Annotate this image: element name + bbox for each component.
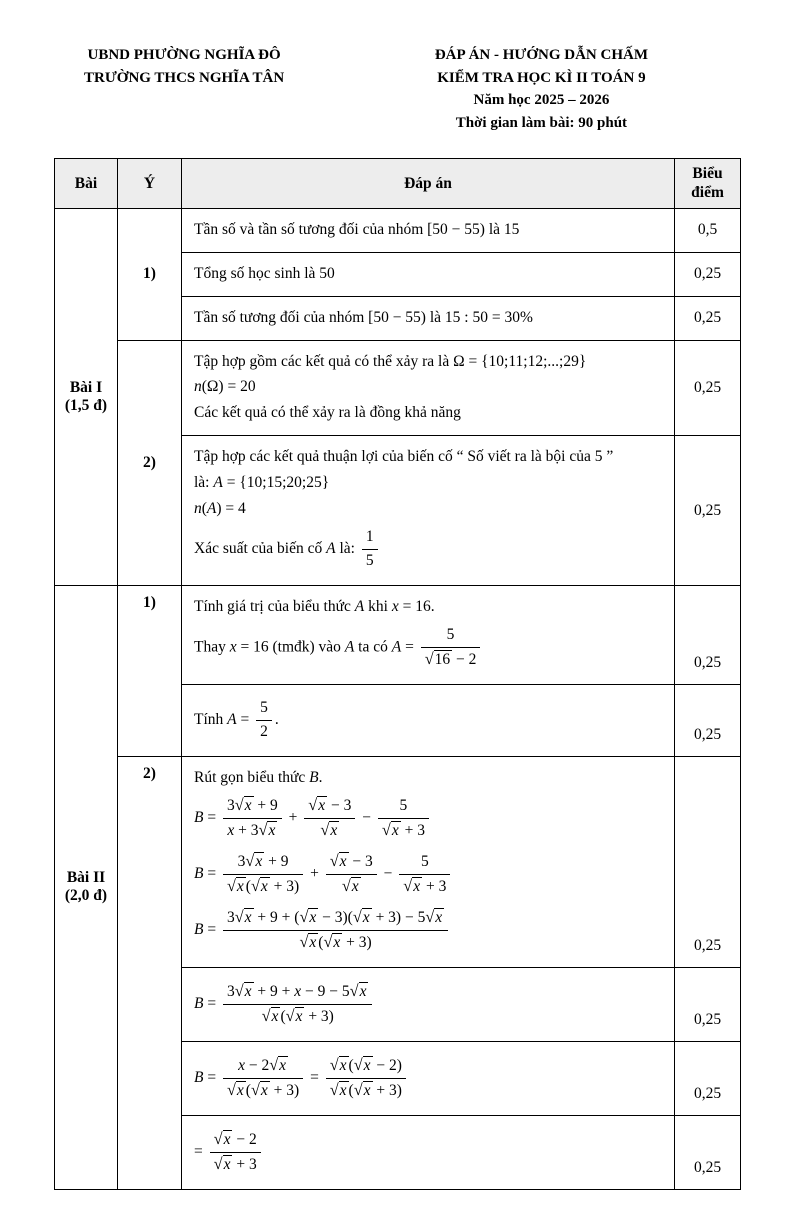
fraction-numerator: √x (√x − 2) [326,1055,406,1079]
radicand: x [223,1131,231,1149]
fraction-denominator: √x + 3 [403,876,447,895]
bai-cell [55,208,118,585]
bai-label: Bài II [66,869,106,887]
radicand: x [339,1082,347,1100]
radical-sign: √ [353,1081,363,1100]
radical-sign: √ [250,877,260,896]
radical-sign: √ [320,821,330,840]
table-row [55,340,741,436]
y-cell: 1) [118,208,182,340]
radicand: x [244,909,252,927]
radicand: x [295,1008,303,1026]
radical-sign: √ [234,796,244,815]
radicand: x [260,878,268,896]
column-header-y: Ý [118,159,182,209]
square-root [354,1057,373,1074]
square-root [227,878,246,895]
fraction [223,907,448,954]
answer-line: n(A) = 4 [194,500,246,518]
square-root [214,1131,233,1148]
y-cell: 1) [118,585,182,756]
answer-line: Tần số và tần số tương đối của nhóm [50 − 55) là 15 [194,220,520,238]
fraction-denominator: √16 − 2 [424,649,477,668]
answer-line: Tổng số học sinh là 50 [194,264,335,282]
square-root [259,822,278,839]
score-cell: 0,25 [675,1042,741,1116]
answer-cell [182,252,675,296]
square-root [323,934,342,951]
radicand: x [363,1057,371,1075]
square-root [262,1008,281,1025]
fraction-numerator: √x − 3 [304,795,355,819]
answer-line: là: A = {10;15;20;25} [194,474,330,492]
table-row [55,756,741,968]
square-root [330,1082,349,1099]
fraction [223,851,303,898]
radicand: x [333,934,341,952]
square-root [425,909,444,926]
square-root [235,983,254,1000]
fraction-denominator: √x (√x + 3) [261,1007,334,1026]
fraction-denominator: x + 3√x [227,821,276,840]
radicand: x [236,878,244,896]
radical-sign: √ [329,852,339,871]
answer-cell [182,208,675,252]
square-root [245,853,264,870]
radicand: x [330,822,338,840]
fraction-denominator: √x (√x + 3) [329,1081,402,1100]
square-root [403,878,422,895]
radical-sign: √ [245,852,255,871]
square-root [330,853,349,870]
fraction [399,852,450,898]
answer-line: Tập hợp gồm các kết quả có thể xảy ra là Ω = {10;11;12;...;29} [194,352,587,370]
bai-points: (1,5 đ) [64,396,108,414]
fraction-numerator: √x − 3 [326,851,377,875]
square-root [235,797,254,814]
radical-sign: √ [308,796,318,815]
answer-line: Tần số tương đối của nhóm [50 − 55) là 15 : 50 = 30% [194,308,533,326]
fraction-denominator: 5 [365,551,374,569]
exam-name: KIỂM TRA HỌC KÌ II TOÁN 9 [437,69,646,86]
fraction-numerator: x − 2√x [223,1055,303,1079]
square-root [342,878,361,895]
radical-sign: √ [213,1130,223,1149]
score-cell: 0,25 [675,436,741,586]
answer-line: n(Ω) = 20 [194,378,256,396]
answer-cell [182,684,675,756]
score-cell: 0,25 [675,684,741,756]
radicand: x [268,822,276,840]
score-cell: 0,25 [675,340,741,436]
score-cell: 0,25 [675,968,741,1042]
fraction-denominator: √x (√x + 3) [299,933,372,952]
square-root [330,1057,349,1074]
column-header-dap-an: Đáp án [182,159,675,209]
document-title: ĐÁP ÁN - HƯỚNG DẪN CHẤM [434,47,648,63]
fraction-numerator: 3√x + 9 [223,851,303,875]
fraction-numerator: 5 [256,698,272,721]
radical-sign: √ [352,908,362,927]
fraction [223,1055,303,1102]
answer-line: B = $\frac{3√x + 9}{x + 3√x}$ + $\frac{√x - 3}{√x}$ − $\frac{5}{√x + 3}$ [194,793,662,844]
radical-sign: √ [226,1081,236,1100]
fraction-numerator: 3√x + 9 + x − 9 − 5√x [223,981,373,1005]
fraction [304,795,355,842]
radical-sign: √ [213,1155,223,1174]
square-root [425,651,452,668]
authority-line-1: UBND PHƯỜNG NGHĨA ĐÔ [87,47,281,63]
radical-sign: √ [349,982,359,1001]
square-root [251,878,270,895]
answer-line: Các kết quả có thể xảy ra là đồng khả năng [194,404,461,422]
table-row [55,585,741,684]
fraction-numerator: 5 [421,625,481,648]
radical-sign: √ [269,1056,279,1075]
radicand: x [318,797,326,815]
radical-sign: √ [323,933,333,952]
authority-line-2: TRƯỜNG THCS NGHĨA TÂN [84,69,285,86]
square-root [353,909,372,926]
school-year: Năm học 2025 – 2026 [473,92,610,108]
fraction [362,527,378,572]
radical-sign: √ [226,877,236,896]
fraction-denominator [304,819,355,842]
issuing-authority-block [84,44,284,134]
fraction-numerator: √x − 2 [210,1129,261,1153]
score-cell: 0,25 [675,756,741,968]
radical-sign: √ [381,820,391,839]
answer-cell [182,340,675,436]
radicand: x [244,797,252,815]
radicand: x [339,853,347,871]
score-cell: 0,25 [675,252,741,296]
radical-sign: √ [353,1056,363,1075]
radicand: x [271,1008,279,1026]
fraction-numerator: 1 [362,527,378,550]
fraction [210,1129,261,1176]
score-cell: 0,25 [675,585,741,684]
radicand: x [339,1057,347,1075]
square-root [286,1008,305,1025]
square-root [227,1082,246,1099]
radical-sign: √ [234,982,244,1001]
y-cell: 2) [118,756,182,1190]
answer-cell [182,968,675,1042]
answer-line: = $\frac{√x - 2}{√x + 3}$ [194,1127,662,1178]
bai-label: Bài I [69,378,103,396]
answer-line: Rút gọn biểu thức B. [194,768,323,786]
fraction-denominator: √x (√x + 3) [226,1081,300,1100]
radicand: x [351,878,359,896]
radical-sign: √ [261,1007,271,1026]
answer-line: B = $\frac{x - 2√x}{√x (√x + 3)}$ = $\frac{√x (√x - 2)}{√x (√x + 3)}$ [194,1053,662,1104]
document-title-block [435,44,648,134]
fraction [326,1055,406,1102]
radicand: x [435,909,443,927]
radicand: x [255,853,263,871]
fraction-denominator [326,875,377,898]
answer-line: Tính A = $\frac{5}{2}$ . [194,696,662,745]
fraction [421,625,481,671]
table-row [55,159,741,209]
table-row [55,208,741,252]
radicand: x [413,877,421,895]
radicand: x [223,1156,231,1174]
radicand: x [391,821,399,839]
y-cell: 2) [118,340,182,585]
square-root [269,1057,288,1074]
radical-sign: √ [234,908,244,927]
answer-table [54,158,741,1190]
radical-sign: √ [299,908,309,927]
square-root [350,983,369,1000]
answer-cell [182,296,675,340]
fraction [223,981,373,1028]
answer-cell [182,1042,675,1116]
square-root [251,1082,270,1099]
square-root [214,1156,233,1173]
square-root [320,822,339,839]
square-root [235,909,254,926]
radical-sign: √ [403,876,413,895]
fraction-denominator: √x (√x + 3) [226,877,300,896]
fraction-denominator: √x + 3 [381,820,425,839]
radicand: x [260,1082,268,1100]
radical-sign: √ [329,1081,339,1100]
radical-sign: √ [424,649,434,668]
answer-cell [182,585,675,684]
answer-line: B = $\frac{3√x + 9}{√x (√x + 3)}$ + $\frac{√x - 3}{√x}$ − $\frac{5}{√x + 3}$ [194,849,662,900]
answer-line: B = $\frac{3√x + 9 + (√x - 3)(√x + 3) - 5√x}{√x (√x + 3)}$ [194,905,662,956]
answer-line: Thay x = 16 (tmđk) vào A ta có A = $\frac{5}{√16 - 2}$ [194,623,662,673]
fraction [256,698,272,743]
table-header-row [55,159,741,209]
column-header-bieu-diem: Biểu điểm [675,159,741,209]
document-header [54,44,740,134]
fraction [326,851,377,898]
square-root [308,797,327,814]
radicand: x [363,1082,371,1100]
answer-line: Tính giá trị của biểu thức A khi x = 16. [194,597,435,615]
radical-sign: √ [329,1056,339,1075]
score-cell: 0,5 [675,208,741,252]
score-cell: 0,25 [675,296,741,340]
fraction-denominator: 2 [260,722,268,740]
fraction [378,796,429,842]
radical-sign: √ [425,908,435,927]
answer-cell [182,756,675,968]
answer-line: Xác suất của biến cố A là: $\frac{1}{5}$ [194,525,662,574]
fraction-denominator: √x + 3 [213,1155,257,1174]
radicand: x [244,983,252,1001]
radicand: x [236,1082,244,1100]
fraction-numerator: 5 [399,852,450,875]
fraction-numerator: 3√x + 9 [223,795,282,819]
fraction-numerator: 3√x + 9 + (√x − 3)(√x + 3) − 5√x [223,907,448,931]
radical-sign: √ [299,933,309,952]
radical-sign: √ [341,877,351,896]
square-root [354,1082,373,1099]
bai-cell [55,585,118,1189]
exam-duration: Thời gian làm bài: 90 phút [455,114,628,131]
square-root [299,909,318,926]
radicand: 16 [434,650,451,668]
square-root [382,822,401,839]
bai-points: (2,0 đ) [64,887,108,905]
column-header-bai: Bài [55,159,118,209]
radicand: x [279,1057,287,1075]
answer-cell [182,436,675,586]
radicand: x [362,909,370,927]
radicand: x [359,983,367,1001]
answer-line: Tập hợp các kết quả thuận lợi của biến cố “ Số viết ra là bội của 5 ” [194,448,614,466]
answer-cell [182,1116,675,1190]
answer-line: B = $\frac{3√x + 9 + x - 9 - 5√x}{√x (√x + 3)}$ [194,979,662,1030]
fraction [223,795,282,842]
radical-sign: √ [285,1007,295,1026]
fraction-numerator: 5 [378,796,429,819]
square-root [299,934,318,951]
radical-sign: √ [250,1081,260,1100]
radicand: x [309,934,317,952]
radical-sign: √ [258,821,268,840]
radicand: x [309,909,317,927]
score-cell: 0,25 [675,1116,741,1190]
